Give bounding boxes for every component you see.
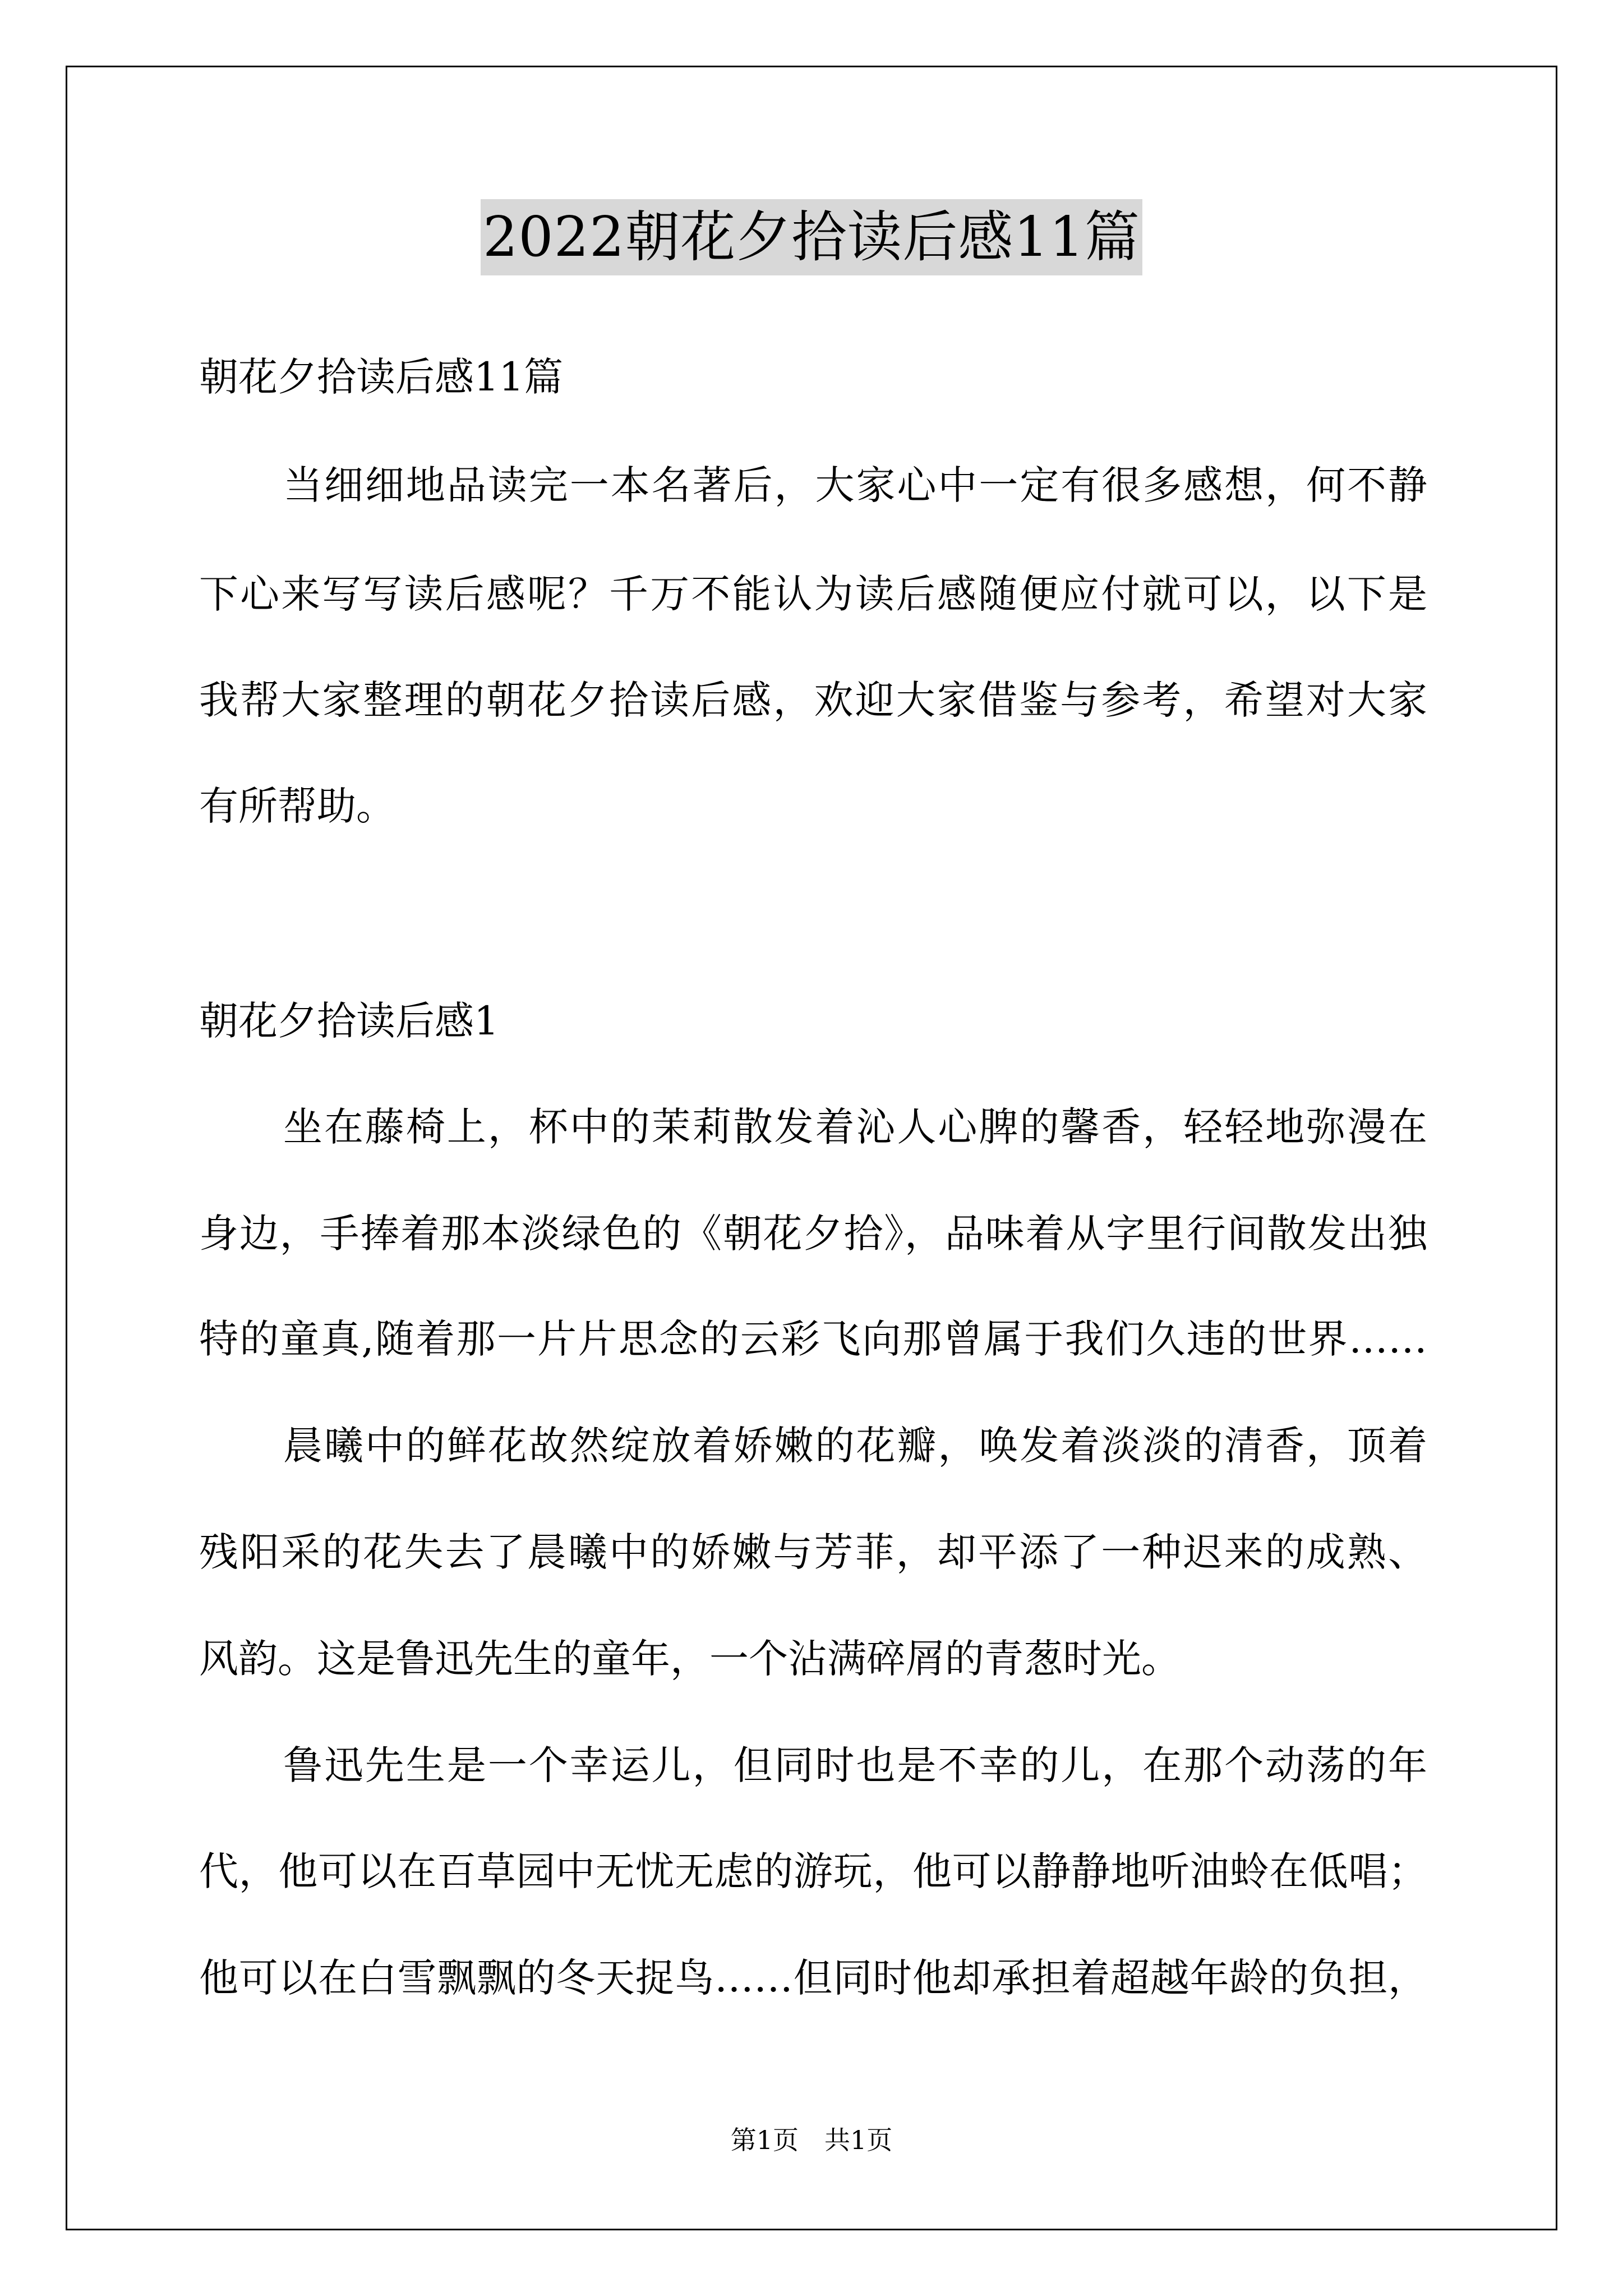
intro-line: 下心来写写读后感呢？千万不能认为读后感随便应付就可以，以下是 [199, 571, 1427, 617]
title-container [0, 199, 1623, 275]
paragraph-line: 特的童真,随着那一片片思念的云彩飞向那曾属于我们久违的世界…… [199, 1316, 1427, 1362]
intro-line: 有所帮助。 [199, 783, 395, 829]
intro-line: 当细细地品读完一本名著后，大家心中一定有很多感想，何不静 [283, 462, 1427, 508]
paragraph-line: 他可以在白雪飘飘的冬天捉鸟……但同时他却承担着超越年龄的负担， [199, 1955, 1427, 2001]
paragraph-line: 残阳采的花失去了晨曦中的娇嫩与芳菲，却平添了一种迟来的成熟、 [199, 1529, 1427, 1575]
paragraph-line: 身边，手捧着那本淡绿色的《朝花夕拾》，品味着从字里行间散发出独 [199, 1211, 1427, 1257]
page-footer: 第1页 共1页 [730, 2125, 893, 2155]
paragraph-line: 风韵。这是鲁迅先生的童年，一个沾满碎屑的青葱时光。 [199, 1636, 1181, 1682]
paragraph-line: 坐在藤椅上，杯中的茉莉散发着沁人心脾的馨香，轻轻地弥漫在 [283, 1104, 1427, 1150]
intro-line: 我帮大家整理的朝花夕拾读后感，欢迎大家借鉴与参考，希望对大家 [199, 677, 1427, 723]
document-title: 2022朝花夕拾读后感11篇 [481, 199, 1142, 275]
section-heading: 朝花夕拾读后感1 [199, 998, 499, 1044]
paragraph-line: 鲁迅先生是一个幸运儿，但同时也是不幸的儿，在那个动荡的年 [283, 1742, 1427, 1788]
document-subtitle: 朝花夕拾读后感11篇 [199, 354, 564, 400]
paragraph-line: 晨曦中的鲜花故然绽放着娇嫩的花瓣，唤发着淡淡的清香，顶着 [283, 1423, 1427, 1469]
paragraph-line: 代，他可以在百草园中无忧无虑的游玩，他可以静静地听油蛉在低唱； [199, 1848, 1427, 1894]
